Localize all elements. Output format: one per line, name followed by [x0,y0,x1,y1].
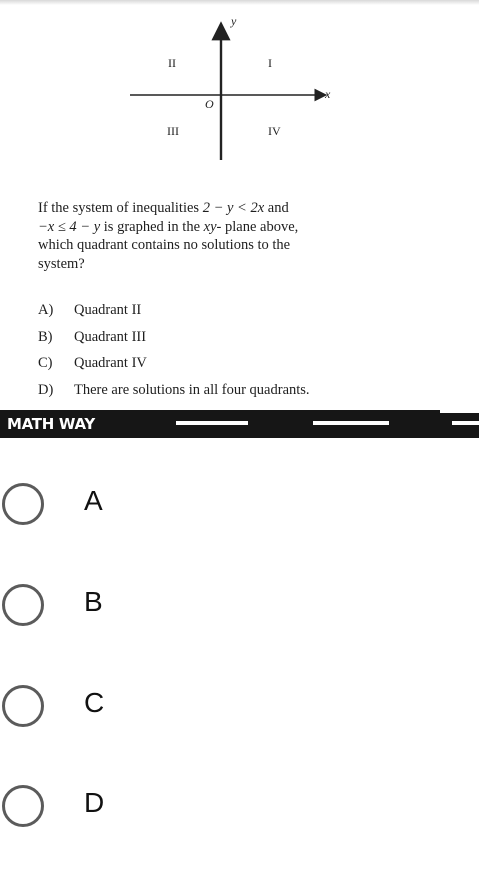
quadrant-label-ii: II [168,56,176,70]
question-text-part: and [264,200,289,216]
quadrant-label-iii: III [167,124,179,138]
question-line-3: which quadrant contains no solutions to the [38,237,291,253]
origin-label: O [205,97,214,111]
radio-button[interactable] [2,685,44,727]
question-text [38,199,418,273]
x-axis-label: x [325,87,331,101]
answer-choice-a[interactable] [0,483,479,573]
option-text: There are solutions in all four quadrants. [74,381,310,398]
printed-options [38,302,310,408]
radio-button[interactable] [2,483,44,525]
inequality-2: −x ≤ 4 − y [38,218,101,235]
printed-option-d [38,382,310,409]
printed-option-c [38,355,310,382]
answer-label: C [84,687,105,718]
plane-variable: xy [203,218,217,235]
bar-dash [176,421,248,425]
quadrant-label-iv: IV [268,124,281,138]
question-line-4: system? [38,255,85,272]
question-text-part: is graphed in the [100,218,204,235]
answer-label: B [84,586,103,617]
answer-choice-b[interactable] [0,584,479,674]
printed-option-b [38,329,310,356]
radio-button[interactable] [2,584,44,626]
y-axis-label: y [231,14,237,28]
option-letter: A) [38,302,54,318]
answer-choice-c[interactable] [0,685,479,775]
answer-label: D [84,787,105,818]
radio-button[interactable] [2,785,44,827]
mathway-logo: MATH WAY [7,415,95,433]
question-text-part: - plane above, [216,218,299,235]
coordinate-axes-figure [0,0,479,170]
option-letter: C) [38,355,53,371]
bar-dash [452,421,479,425]
answer-label: A [84,485,103,516]
option-text: Quadrant II [74,302,142,318]
inequality-1: 2 − y < 2x [202,200,265,216]
mathway-watermark-bar [0,410,479,438]
option-letter: D) [38,381,54,398]
bar-dash [313,421,389,425]
option-letter: B) [38,328,53,345]
quadrant-label-i: I [268,56,272,70]
printed-option-a [38,302,310,329]
answer-choice-d[interactable] [0,785,479,875]
question-line-1 [38,199,418,218]
option-text: Quadrant IV [74,355,147,371]
option-text: Quadrant III [74,328,147,345]
question-line-2 [38,218,418,237]
bar-dash-top [440,410,479,413]
question-text-part: If the system of inequalities [38,200,203,216]
